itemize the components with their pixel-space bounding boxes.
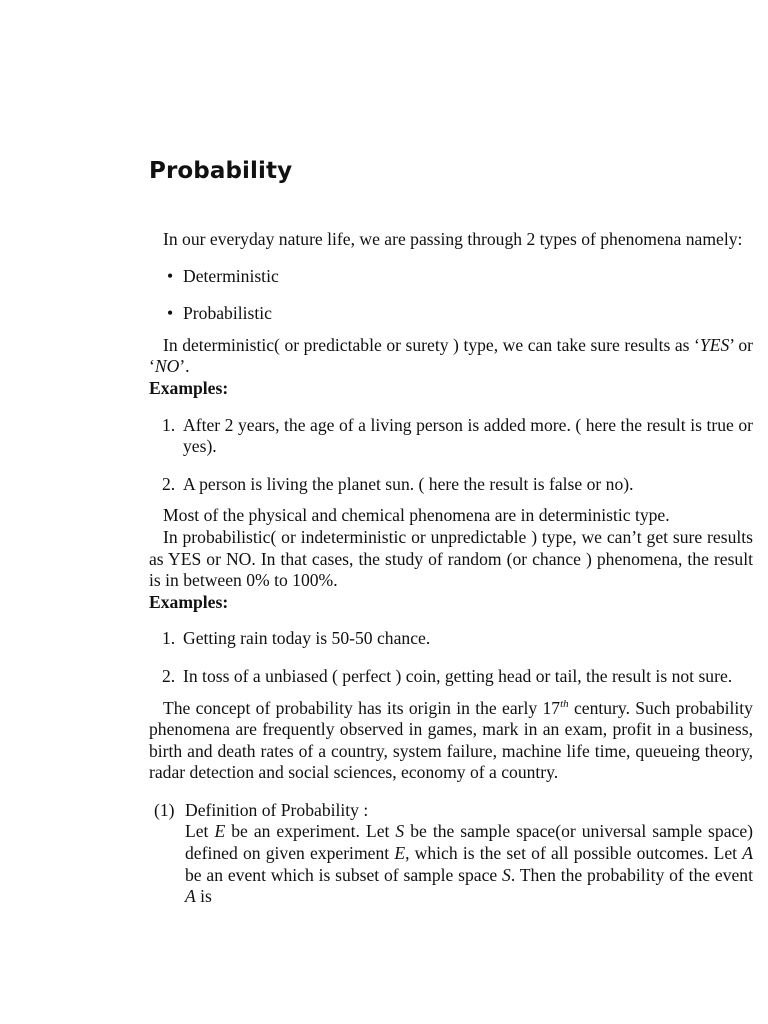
page-title: Probability	[149, 158, 293, 184]
list-item	[149, 415, 753, 458]
deterministic-note: Most of the physical and chemical phenomena are in deterministic type.	[163, 505, 670, 526]
text-span: be an event which is subset of sample space	[185, 864, 503, 885]
bullet-icon: •	[167, 303, 174, 324]
list-item-text: Probabilistic	[183, 303, 272, 324]
math-symbol: S	[395, 821, 405, 842]
deterministic-paragraph	[149, 335, 753, 378]
probabilistic-examples-list	[149, 628, 753, 687]
text-span: ’.	[179, 356, 190, 377]
list-item	[149, 474, 753, 496]
list-item	[149, 266, 753, 288]
text-span: The concept of probability has its origin in the early 17	[163, 697, 561, 718]
definition-text	[185, 821, 753, 907]
definition-item	[149, 800, 753, 908]
text-span: is	[195, 886, 212, 907]
intro-paragraph: In our everyday nature life, we are passing through 2 types of phenomena namely:	[163, 229, 743, 249]
text-span: be an experiment. Let	[225, 821, 396, 842]
document-body	[149, 229, 753, 908]
math-symbol: S	[502, 864, 511, 885]
math-symbol: E	[394, 843, 406, 864]
list-item-text: After 2 years, the age of a living person is added more. ( here the result is true or yes).	[183, 414, 753, 457]
math-symbol: A	[185, 886, 196, 907]
probabilistic-paragraph: In probabilistic( or indeterministic or unpredictable ) type, we can’t get sure results as YES or NO. In that cases, the study of random (or chance ) phenomena, the result is in between 0% to 100%.	[149, 526, 753, 591]
item-number: 1.	[162, 628, 176, 649]
text-span: ’ or ‘	[149, 334, 753, 377]
superscript: th	[560, 697, 569, 710]
no-italic: NO	[154, 356, 180, 377]
item-number: (1)	[154, 799, 175, 820]
text-span: be the sample space(or universal sample space) defined on given experiment	[185, 821, 753, 864]
item-number: 2.	[162, 665, 176, 686]
concept-paragraph	[149, 698, 753, 784]
deterministic-examples-list	[149, 415, 753, 496]
list-item-text: In toss of a unbiased ( perfect ) coin, getting head or tail, the result is not sure.	[183, 665, 733, 686]
item-number: 1.	[162, 414, 176, 435]
math-symbol: E	[214, 821, 226, 842]
list-item-text: Deterministic	[183, 265, 279, 286]
list-item-text: A person is living the planet sun. ( here the result is false or no).	[183, 473, 634, 494]
yes-italic: YES	[699, 334, 730, 355]
examples-heading: Examples:	[149, 591, 229, 612]
text-span: century. Such probability phenomena are frequently observed in games, mark in an exam, profit in a business, birth and death rates of a country, system failure, machine life time, queueing theory, radar detection and social sciences, economy of a country.	[149, 697, 753, 783]
examples-heading: Examples:	[149, 377, 229, 398]
item-number: 2.	[162, 473, 176, 494]
list-item	[149, 303, 753, 325]
text-span: , which is the set of all possible outcomes. Let	[405, 843, 743, 864]
text-span: Let	[185, 821, 215, 842]
list-item	[149, 666, 753, 688]
phenomena-types-list	[149, 266, 753, 325]
math-symbol: A	[742, 843, 753, 864]
text-span: In deterministic( or predictable or surety ) type, we can take sure results as ‘	[163, 334, 700, 355]
text-span: . Then the probability of the event	[510, 864, 753, 885]
definition-heading: Definition of Probability :	[185, 799, 369, 820]
list-item	[149, 628, 753, 650]
list-item-text: Getting rain today is 50-50 chance.	[183, 628, 431, 649]
bullet-icon: •	[167, 265, 174, 286]
